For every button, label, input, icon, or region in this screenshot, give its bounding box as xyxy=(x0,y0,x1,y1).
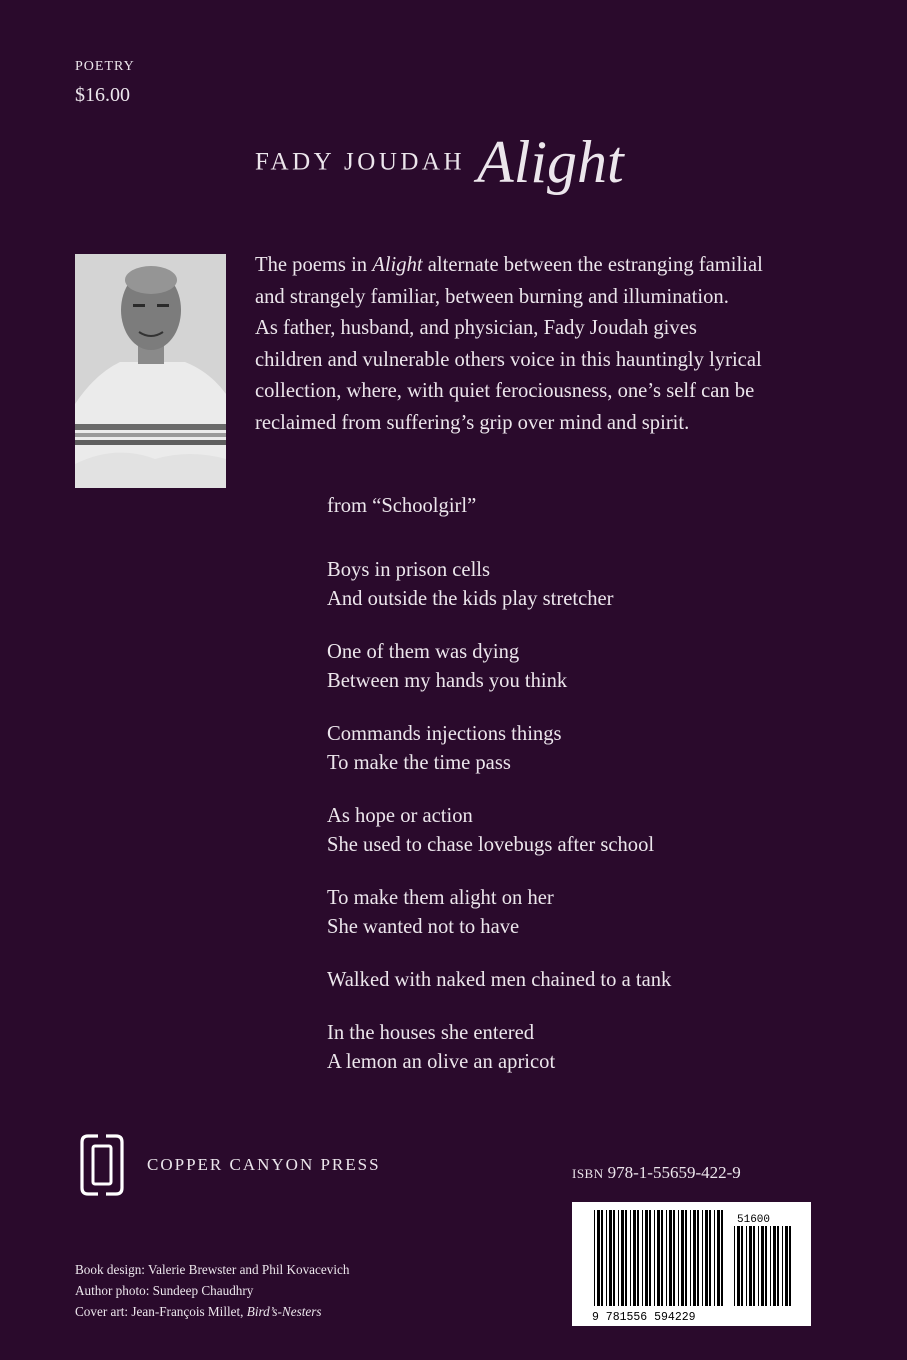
poem-line: Commands injections things xyxy=(327,723,562,745)
poem-stanza xyxy=(327,802,671,860)
poem-line: To make the time pass xyxy=(327,752,511,774)
poem-line: And outside the kids play stretcher xyxy=(327,588,614,610)
poem-stanza xyxy=(327,1019,671,1077)
barcode-bars-addon xyxy=(734,1226,791,1306)
category-label: POETRY xyxy=(75,59,135,74)
isbn xyxy=(572,1163,741,1183)
publisher-name: COPPER CANYON PRESS xyxy=(147,1155,381,1174)
poem-line: In the houses she entered xyxy=(327,1022,535,1044)
poem-line: She wanted not to have xyxy=(327,916,520,938)
blurb-line: and strangely familiar, between burning and illumination. xyxy=(255,285,729,308)
book-description xyxy=(255,250,835,439)
poem-line: To make them alight on her xyxy=(327,887,554,909)
credit-cover-art: Cover art: Jean-François Millet, Bird’s-Nesters xyxy=(75,1304,322,1319)
poem-stanza xyxy=(327,884,671,942)
credit-design: Book design: Valerie Brewster and Phil Kovacevich xyxy=(75,1262,350,1277)
barcode xyxy=(572,1202,811,1326)
blurb-line: The poems in Alight alternate between the estranging familial xyxy=(255,254,763,276)
blurb-line: As father, husband, and physician, Fady Joudah gives xyxy=(255,317,697,339)
price-label: $16.00 xyxy=(75,84,130,106)
poem-line: Boys in prison cells xyxy=(327,559,491,581)
poem-line: One of them was dying xyxy=(327,641,520,663)
poem-stanza xyxy=(327,638,671,696)
poem-line: Walked with naked men chained to a tank xyxy=(327,969,672,991)
poem-excerpt xyxy=(327,556,671,1101)
poem-heading: from “Schoolgirl” xyxy=(327,495,477,517)
cover-art-title: Bird’s-Nesters xyxy=(246,1304,322,1319)
author-photo xyxy=(75,254,226,488)
poem-line: As hope or action xyxy=(327,805,473,827)
blurb-line: reclaimed from suffering’s grip over mind and spirit. xyxy=(255,411,690,434)
blurb-line: children and vulnerable others voice in this hauntingly lyrical xyxy=(255,348,762,371)
barcode-bars-main xyxy=(594,1210,723,1306)
blurb-title-italic: Alight xyxy=(372,254,423,276)
poem-stanza xyxy=(327,556,671,614)
author-photo-illustration xyxy=(75,254,226,488)
book-title: Alight xyxy=(477,129,624,195)
credits xyxy=(75,1259,349,1322)
blurb-line: collection, where, with quiet ferociousness, one’s self can be xyxy=(255,380,755,402)
isbn-label: ISBN xyxy=(572,1166,604,1181)
barcode-graphic xyxy=(572,1202,811,1326)
author-name: FADY JOUDAH xyxy=(255,148,466,176)
poem-stanza xyxy=(327,966,671,995)
poem-line: She used to chase lovebugs after school xyxy=(327,834,655,856)
barcode-price-code: 51600 xyxy=(737,1214,771,1226)
poem-line: A lemon an olive an apricot xyxy=(327,1051,556,1073)
isbn-number: 978-1-55659-422-9 xyxy=(607,1163,741,1182)
title-row xyxy=(255,128,624,197)
poem-stanza xyxy=(327,720,671,778)
publisher-logo-icon xyxy=(78,1132,126,1203)
poem-line: Between my hands you think xyxy=(327,670,568,692)
barcode-number: 9 781556 594229 xyxy=(592,1311,696,1324)
credit-photo: Author photo: Sundeep Chaudhry xyxy=(75,1283,254,1298)
